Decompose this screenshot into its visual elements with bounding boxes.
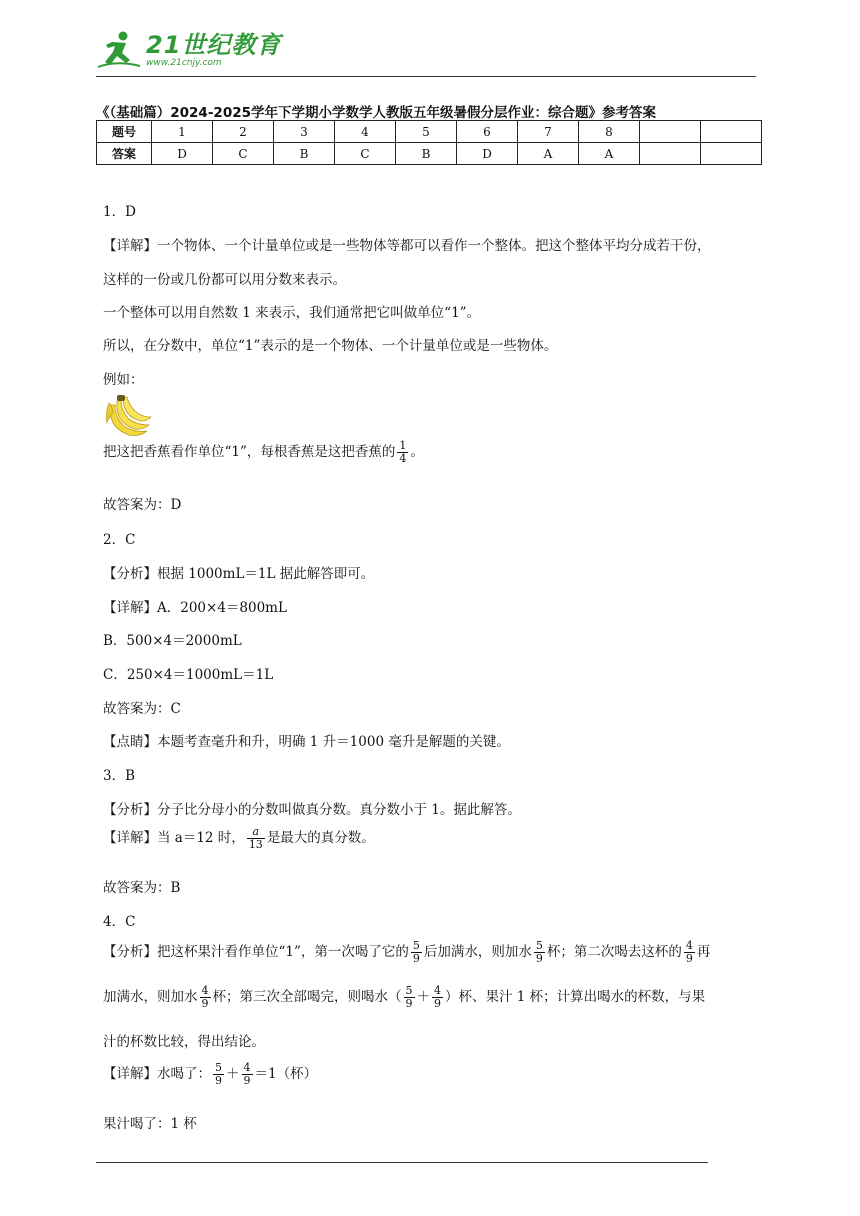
table-cell: C (213, 143, 274, 165)
text: 【详解】水喝了： (103, 1066, 211, 1083)
numerator: a (247, 826, 265, 839)
table-cell: 5 (396, 121, 457, 143)
page-header (96, 30, 756, 78)
denominator: 9 (685, 952, 693, 966)
numerator: 5 (215, 1061, 222, 1074)
denominator: 9 (243, 1074, 251, 1088)
q2-analysis: 【分析】根据 1000mL＝1L 据此解答即可。 (103, 566, 375, 582)
document-title: 《（基础篇）2024-2025学年下学期小学数学人教版五年级暑假分层作业：综合题》参考答案 (96, 105, 656, 121)
table-cell: 3 (274, 121, 335, 143)
numerator: 4 (243, 1061, 251, 1074)
numerator: 4 (434, 984, 441, 997)
table-cell: 1 (152, 121, 213, 143)
numerator: 1 (399, 439, 407, 452)
text: 后加满水，则加水 (423, 944, 532, 961)
q2-detail: B．500×4＝2000mL (103, 633, 242, 649)
q1-answer: 故答案为：D (103, 497, 182, 513)
row-label: 答案 (97, 143, 152, 165)
text: ＋ (226, 1066, 240, 1083)
table-cell: B (396, 143, 457, 165)
denominator: 9 (201, 997, 209, 1011)
table-cell: D (152, 143, 213, 165)
numerator: 4 (201, 984, 209, 997)
fraction (411, 940, 422, 965)
q3-analysis: 【分析】分子比分母小的分数叫做真分数。真分数小于 1。据此解答。 (103, 802, 521, 818)
text: 加满水，则加水 (103, 989, 198, 1006)
table-cell: A (518, 143, 579, 165)
denominator: 9 (405, 997, 413, 1011)
table-cell (640, 121, 701, 143)
table-cell: 2 (213, 121, 274, 143)
numerator: 5 (412, 939, 420, 952)
runner-logo-icon (96, 30, 142, 70)
q1-detail: 所以，在分数中，单位“1”表示的是一个物体、一个计量单位或是一些物体。 (103, 338, 558, 354)
q2-note: 【点睛】本题考查毫升和升，明确 1 升＝1000 毫升是解题的关键。 (103, 734, 510, 750)
q1-banana-sentence (103, 440, 424, 465)
fraction (213, 1062, 224, 1087)
table-cell (701, 121, 762, 143)
q2-detail: 【详解】A．200×4＝800mL (103, 600, 287, 616)
brand-url: www.21cnjy.com (146, 57, 222, 68)
fraction (534, 940, 545, 965)
numerator: 5 (535, 939, 543, 952)
table-cell: D (457, 143, 518, 165)
fraction (247, 826, 265, 851)
fraction (397, 440, 408, 465)
table-row (97, 143, 762, 165)
denominator: 4 (399, 452, 407, 466)
denominator: 9 (215, 1074, 222, 1088)
header-divider (96, 76, 756, 77)
text: 【详解】当 a＝12 时， (103, 830, 245, 847)
text: 杯；第二次喝去这杯的 (546, 944, 682, 961)
table-row (97, 121, 762, 143)
row-label: 题号 (97, 121, 152, 143)
text: 再 (696, 944, 711, 961)
table-cell: 4 (335, 121, 396, 143)
banana-image (103, 393, 153, 441)
q4-juice: 果汁喝了：1 杯 (103, 1116, 197, 1132)
text: ）杯、果汁 1 杯；计算出喝水的杯数，与果 (445, 989, 706, 1006)
q2-heading: 2．C (103, 532, 136, 548)
q1-heading: 1．D (103, 204, 136, 220)
fraction (242, 1062, 253, 1087)
q1-example: 例如： (103, 372, 144, 388)
denominator: 9 (434, 997, 441, 1011)
q3-detail (103, 826, 375, 851)
q1-detail: 【详解】一个物体、一个计量单位或是一些物体等都可以看作一个整体。把这个整体平均分成若干份， (103, 238, 711, 254)
q2-detail: C．250×4＝1000mL＝1L (103, 667, 274, 683)
table-cell: 7 (518, 121, 579, 143)
denominator: 13 (248, 838, 263, 852)
table-cell: 6 (457, 121, 518, 143)
fraction (404, 985, 415, 1010)
text: 是最大的真分数。 (266, 830, 375, 847)
brand-name: 21世纪教育 (146, 30, 282, 59)
table-cell (701, 143, 762, 165)
q1-detail: 这样的一份或几份都可以用分数来表示。 (103, 272, 346, 288)
table-cell: A (579, 143, 640, 165)
q4-analysis-line (103, 985, 705, 1010)
text: 。 (410, 444, 424, 461)
text: 杯；第三次全部喝完，则喝水（ (212, 989, 402, 1006)
q1-detail: 一个整体可以用自然数 1 来表示，我们通常把它叫做单位“1”。 (103, 305, 481, 321)
denominator: 9 (412, 952, 420, 966)
q3-heading: 3．B (103, 768, 136, 784)
answer-table (96, 120, 762, 165)
numerator: 4 (685, 939, 693, 952)
text: 【分析】把这杯果汁看作单位“1”，第一次喝了它的 (103, 944, 409, 961)
fraction (684, 940, 695, 965)
q4-analysis-line: 汁的杯数比较，得出结论。 (103, 1034, 265, 1050)
table-cell: 8 (579, 121, 640, 143)
footer-divider (96, 1162, 708, 1163)
text: ＝1（杯） (254, 1066, 318, 1083)
q2-answer: 故答案为：C (103, 701, 181, 717)
fraction (200, 985, 211, 1010)
q3-answer: 故答案为：B (103, 880, 181, 896)
q4-heading: 4．C (103, 914, 136, 930)
q4-analysis-line (103, 940, 710, 965)
denominator: 9 (535, 952, 543, 966)
table-cell: C (335, 143, 396, 165)
numerator: 5 (405, 984, 413, 997)
text: ＋ (416, 989, 430, 1006)
q4-detail (103, 1062, 317, 1087)
brand-logo (96, 30, 281, 70)
text: 把这把香蕉看作单位“1”，每根香蕉是这把香蕉的 (103, 444, 396, 461)
table-cell (640, 143, 701, 165)
table-cell: B (274, 143, 335, 165)
fraction (432, 985, 443, 1010)
